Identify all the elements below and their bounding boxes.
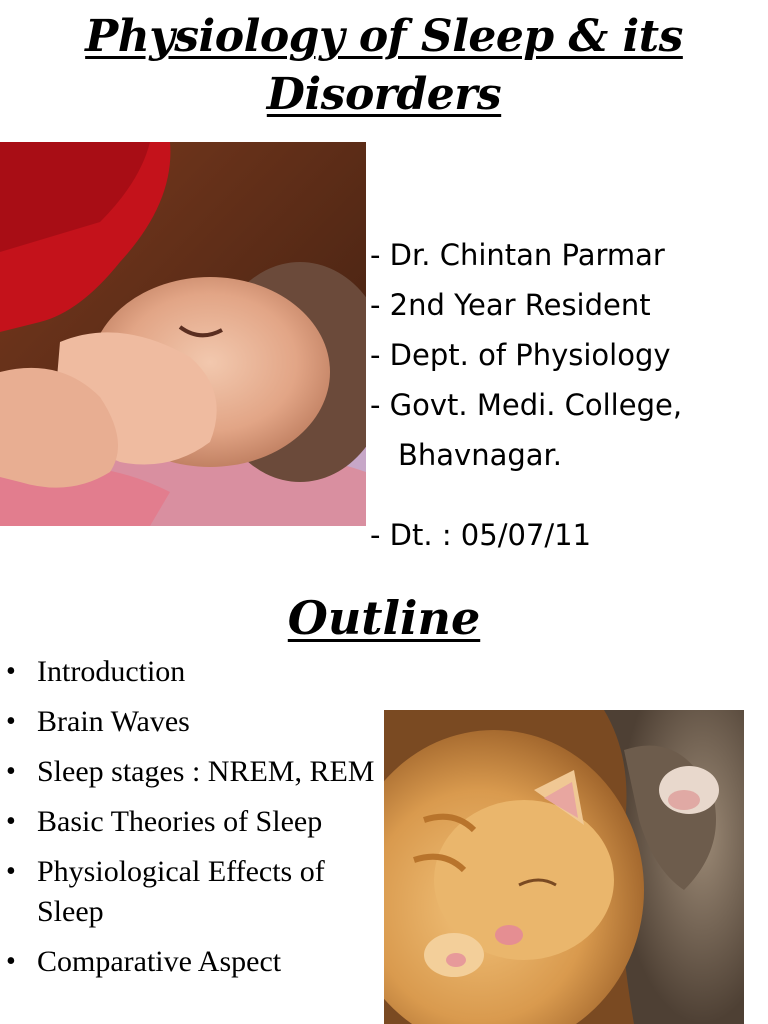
outline-heading-text: Outline	[287, 591, 481, 645]
author-position: - 2nd Year Resident	[370, 288, 651, 322]
outline-heading	[0, 588, 768, 648]
author-department: - Dept. of Physiology	[370, 338, 671, 372]
author-name: - Dr. Chintan Parmar	[370, 238, 665, 272]
list-item: • Comparative Aspect	[6, 942, 378, 982]
list-item: • Introduction	[6, 652, 378, 692]
spacer	[370, 480, 768, 510]
list-item: • Basic Theories of Sleep	[6, 802, 378, 842]
sleeping-kitten-photo	[384, 710, 744, 1024]
slide-title-line-2: Disorders	[266, 69, 502, 120]
slide-title-line-1: Physiology of Sleep & its	[85, 11, 683, 62]
list-item: • Physiological Effects of Sleep	[6, 852, 378, 932]
presentation-date: - Dt. : 05/07/11	[370, 518, 592, 552]
author-college: - Govt. Medi. College,	[370, 388, 683, 422]
outline-list	[6, 652, 378, 992]
list-item: • Sleep stages : NREM, REM	[6, 752, 378, 792]
list-item: • Brain Waves	[6, 702, 378, 742]
author-block	[370, 230, 768, 560]
slide-title	[0, 8, 768, 124]
author-college-city: Bhavnagar.	[398, 438, 563, 472]
sleeping-child-photo	[0, 142, 366, 526]
